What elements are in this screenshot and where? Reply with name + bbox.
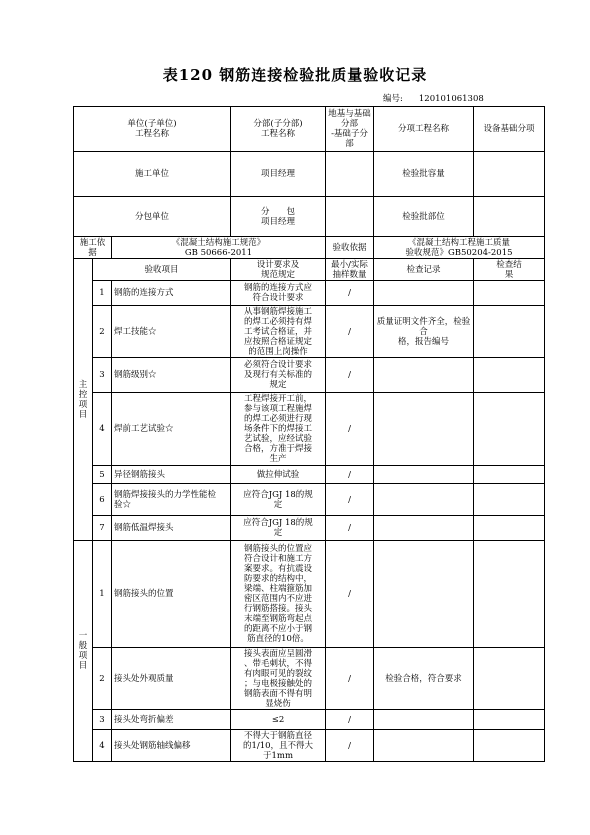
row-sample[interactable]: / [326, 484, 374, 516]
row-requirement: ≤2 [231, 710, 326, 730]
serial-number [383, 92, 484, 104]
row-result[interactable] [474, 730, 545, 762]
col-sample-header: 最小/实际 抽样数量 [326, 259, 374, 281]
row-record[interactable] [374, 730, 474, 762]
row-item: 钢筋焊接接头的力学性能检 验☆ [112, 484, 231, 516]
row-number: 3 [93, 358, 112, 393]
table-row [74, 484, 545, 516]
subitem-value[interactable] [474, 107, 545, 152]
row-sample[interactable]: / [326, 306, 374, 358]
project-manager-label: 项目经理 [231, 152, 326, 197]
acceptance-record-table [73, 106, 545, 762]
row-item: 接头处钢筋轴线偏移 [112, 730, 231, 762]
row-record[interactable] [374, 541, 474, 648]
row-number: 4 [93, 730, 112, 762]
table-row [74, 710, 545, 730]
page-title: 表120 钢筋连接检验批质量验收记录 [162, 66, 428, 84]
row-item: 异径钢筋接头 [112, 466, 231, 484]
row-requirement: 应符合JGJ 18的规 定 [231, 516, 326, 541]
row-sample[interactable]: / [326, 648, 374, 710]
table-row [74, 281, 545, 306]
row-number: 6 [93, 484, 112, 516]
column-header-row [74, 259, 545, 281]
construction-unit-label: 施工单位 [74, 152, 231, 197]
acceptance-basis-value: 《混凝土结构工程施工质量 验收规范》GB50204-2015 [374, 237, 545, 259]
subitem-name-value: 设备基础分项 [483, 124, 535, 134]
table-row [74, 516, 545, 541]
col-item-header: 验收项目 [93, 259, 231, 281]
row-result[interactable] [474, 358, 545, 393]
header-row-basis [74, 237, 545, 259]
row-record[interactable] [374, 484, 474, 516]
row-item: 钢筋级别☆ [112, 358, 231, 393]
row-record[interactable] [374, 281, 474, 306]
table-row [74, 393, 545, 466]
row-requirement: 做拉伸试验 [231, 466, 326, 484]
row-number: 1 [93, 281, 112, 306]
row-item: 焊工技能☆ [112, 306, 231, 358]
row-requirement: 必须符合设计要求 及现行有关标准的 规定 [231, 358, 326, 393]
header-row-subcontract [74, 197, 545, 237]
batch-location-value[interactable] [474, 197, 545, 237]
construction-basis-label: 施工依据 [74, 237, 112, 259]
row-result[interactable] [474, 484, 545, 516]
row-sample[interactable]: / [326, 466, 374, 484]
table-row [74, 541, 545, 648]
row-item: 接头处弯折偏差 [112, 710, 231, 730]
project-manager-value[interactable] [326, 152, 374, 197]
unit-project-name-label: 单位(子单位) 工程名称 [74, 107, 231, 152]
main-control-section-label: 主 控 项 目 [74, 259, 93, 541]
row-item: 接头处外观质量 [112, 648, 231, 710]
division-value[interactable]: 地基与基础分部 -基础子分部 [326, 107, 374, 152]
header-row-unit [74, 107, 545, 152]
row-sample[interactable]: / [326, 281, 374, 306]
row-sample[interactable]: / [326, 393, 374, 466]
table-row [74, 358, 545, 393]
subitem-label-cell [374, 107, 474, 152]
row-number: 3 [93, 710, 112, 730]
row-result[interactable] [474, 648, 545, 710]
row-number: 4 [93, 393, 112, 466]
row-requirement: 钢筋接头的位置应 符合设计和施工方 案要求。有抗震设 防要求的结构中， 梁端、柱端箍筋加 密区范围内不应进 行钢筋搭接。接头 末端至钢筋弯起点 的距离不应小于钢 筋直径的10倍。 [231, 541, 326, 648]
row-requirement: 工程焊接开工前， 参与该项工程施焊 的焊工必须进行现 场条件下的焊接工 艺试验，应经试验 合格，方准于焊接 生产 [231, 393, 326, 466]
col-requirement-header: 设计要求及 规范规定 [231, 259, 326, 281]
row-number: 2 [93, 306, 112, 358]
row-sample[interactable]: / [326, 516, 374, 541]
general-section-label: 一 般 项 目 [74, 541, 93, 762]
row-result[interactable] [474, 281, 545, 306]
table-row [74, 730, 545, 762]
row-record[interactable] [374, 710, 474, 730]
table-row [74, 648, 545, 710]
subcontract-manager-value[interactable] [326, 197, 374, 237]
row-number: 1 [93, 541, 112, 648]
row-record[interactable]: 质量证明文件齐全，检验合 格，报告编号 [374, 306, 474, 358]
row-result[interactable] [474, 541, 545, 648]
row-record[interactable]: 检验合格，符合要求 [374, 648, 474, 710]
row-requirement: 从事钢筋焊接施工 的焊工必须持有焊 工考试合格证，并 应按照合格证规定 的范围上岗操作 [231, 306, 326, 358]
subcontract-unit-label: 分包单位 [74, 197, 231, 237]
subitem-label: 分项工程名称 [397, 124, 449, 134]
row-record[interactable] [374, 393, 474, 466]
row-sample[interactable]: / [326, 710, 374, 730]
row-item: 焊前工艺试验☆ [112, 393, 231, 466]
col-record-header: 检查记录 [374, 259, 474, 281]
table-row [74, 466, 545, 484]
table-row [74, 306, 545, 358]
row-result[interactable] [474, 393, 545, 466]
row-item: 钢筋的连接方式 [112, 281, 231, 306]
header-row-construction [74, 152, 545, 197]
row-record[interactable] [374, 516, 474, 541]
row-requirement: 应符合JGJ 18的规 定 [231, 484, 326, 516]
row-number: 2 [93, 648, 112, 710]
batch-capacity-label: 检验批容量 [374, 152, 474, 197]
row-result[interactable] [474, 306, 545, 358]
row-requirement: 不得大于钢筋直径 的1/10，且不得大 于1mm [231, 730, 326, 762]
row-number: 7 [93, 516, 112, 541]
row-number: 5 [93, 466, 112, 484]
col-result-header: 检查结 果 [474, 259, 545, 281]
row-item: 钢筋低温焊接头 [112, 516, 231, 541]
row-result[interactable] [474, 466, 545, 484]
construction-basis-value: 《混凝土结构施工规范》 GB 50666-2011 [112, 237, 326, 259]
row-sample[interactable]: / [326, 358, 374, 393]
row-item: 钢筋接头的位置 [112, 541, 231, 648]
subcontract-manager-label: 分 包 项目经理 [231, 197, 326, 237]
row-requirement: 钢筋的连接方式应 符合设计要求 [231, 281, 326, 306]
row-result[interactable] [474, 516, 545, 541]
row-sample[interactable]: / [326, 541, 374, 648]
acceptance-basis-label: 验收依据 [326, 237, 374, 259]
serial-label: 编号: [383, 94, 403, 104]
row-sample[interactable]: / [326, 730, 374, 762]
division-label: 分部(子分部) 工程名称 [231, 107, 326, 152]
row-requirement: 接头表面应呈圆滑 、带毛刺状，不得 有肉眼可见的裂纹 ；与电极接触处的 钢筋表面不得有明 显烧伤 [231, 648, 326, 710]
serial-value: 120101061308 [418, 94, 484, 104]
batch-location-label: 检验批部位 [374, 197, 474, 237]
row-record[interactable] [374, 466, 474, 484]
row-record[interactable] [374, 358, 474, 393]
batch-capacity-value[interactable] [474, 152, 545, 197]
row-result[interactable] [474, 710, 545, 730]
